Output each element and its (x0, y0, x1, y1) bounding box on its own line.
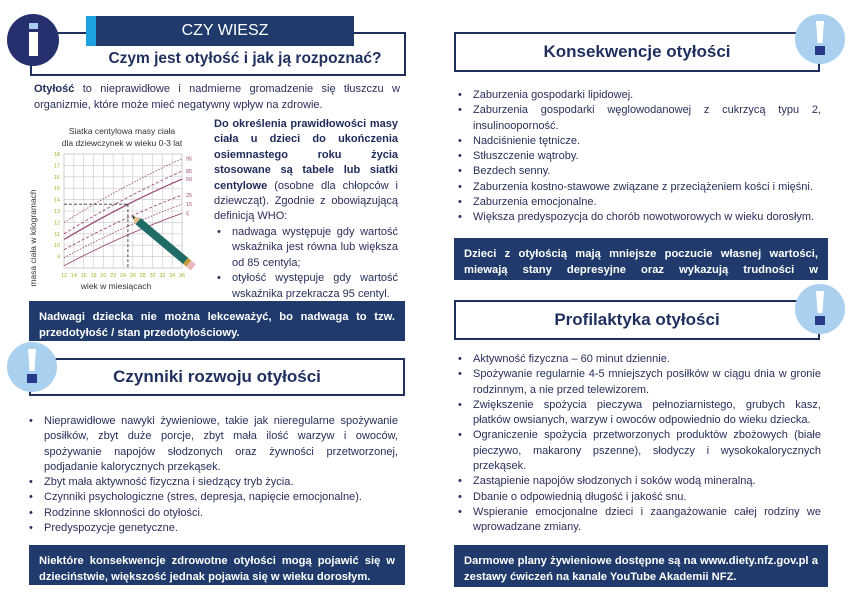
x-tick-label: 20 (100, 273, 107, 279)
series-label: 15 (186, 202, 193, 209)
list-item: • Bezdech senny. (455, 164, 821, 179)
intro-bold: Otyłość (34, 83, 75, 95)
list-item: • Spożywanie regularnie 4-5 mniejszych posiłków w ciągu dnia w gronie rodzinnym, a nie przed telewizorem. (455, 367, 821, 398)
y-tick-label: 17 (53, 163, 60, 170)
section-title: Konsekwencje otyłości (543, 42, 731, 61)
x-tick-label: 32 (159, 273, 166, 279)
list-item: • Zastąpienie napojów słodzonych i soków wodą mineralną. (455, 474, 821, 489)
section-title: Czynniki rozwoju otyłości (113, 367, 321, 386)
list-item: • Zbyt mała aktywność fizyczna i siedzący tryb życia. (26, 475, 398, 490)
list-item: • Zaburzenia kostno-stawowe związane z przeciążeniem kości i mięśni. (455, 180, 821, 195)
centile-description (214, 117, 398, 225)
profilaktyka-header (454, 300, 820, 340)
profilaktyka-list (455, 352, 821, 536)
list-item: • Ograniczenie spożycia przetworzonych produktów zbożowych (białe pieczywo, makarony pszenne), słodyczy i wysokokalorycznych przekąsek. (455, 428, 821, 474)
list-item: • Stłuszczenie wątroby. (455, 149, 821, 164)
connector-line (30, 74, 406, 76)
intro-text: to nieprawidłowe i nadmierne gromadzenie się tłuszczu w organizmie, które może mieć negatywny wpływ na zdrowie. (34, 83, 400, 111)
series-label: 25 (186, 193, 193, 200)
x-tick-label: 14 (70, 273, 77, 279)
nfz-resources-note: Darmowe plany żywieniowe dostępne są na www.diety.nfz.gov.pl a zestawy ćwiczeń na kanale YouTube Akademii NFZ. (454, 545, 828, 587)
list-item: • otyłość występuje gdy wartość wskaźnika przekracza 95 centyl. (214, 271, 398, 302)
exclamation-icon (795, 14, 845, 64)
x-tick-label: 24 (119, 273, 127, 279)
x-tick-label: 34 (169, 273, 176, 279)
x-tick-label: 26 (129, 273, 136, 279)
y-tick-label: 18 (53, 152, 60, 158)
connector-line (350, 32, 406, 34)
series-label: 85 (186, 169, 193, 176)
y-tick-label: 11 (54, 231, 60, 238)
chart-ylabel: masa ciała w kilogramach (28, 189, 38, 287)
banner-accent (86, 16, 96, 46)
list-item: • Czynniki psychologiczne (stres, depresja, napięcie emocjonalne). (26, 490, 398, 505)
list-item: • Predyspozycje genetyczne. (26, 521, 398, 536)
x-tick-label: 16 (80, 273, 87, 279)
czy-wiesz-banner (86, 16, 354, 46)
series-label: 95 (186, 156, 193, 163)
list-item: • Rodzinne skłonności do otyłości. (26, 506, 398, 521)
list-item: • Zwiększenie spożycia pieczywa pełnoziarnistego, grubych kasz, płatków owsianych, warzyw i owoców odpowiednio do wieku dziecka. (455, 398, 821, 429)
y-tick-label: 12 (53, 220, 60, 227)
list-item: • Wspieranie emocjonalne dzieci i zaangażowanie całej rodziny we wprowadzane zmiany. (455, 505, 821, 536)
overweight-note: Nadwagi dziecka nie można lekceważyć, bo nadwaga to tzw. przedotyłość / stan przedotyłościowy. (29, 301, 405, 341)
y-tick-label: 16 (53, 174, 60, 181)
exclamation-icon (7, 342, 57, 392)
list-item: • Większa predyspozycja do chorób nowotworowych w wieku dorosłym. (455, 210, 821, 225)
y-tick-label: 14 (53, 197, 60, 204)
list-item: • Nieprawidłowe nawyki żywieniowe, takie jak nieregularne spożywanie posiłków, zbyt duże porcje, zbyt mała ilość warzyw i owoców, spożywanie napojów słodzonych oraz żywności przetworzonej, podjadanie kalorycznych przekąsek. (26, 414, 398, 475)
konsekwencje-header (454, 32, 820, 72)
chart-subtitle: dla dziewczynek w wieku 0-3 lat (61, 138, 183, 148)
self-esteem-note: Dzieci z otyłością mają mniejsze poczucie własnej wartości, miewają stany depresyjne oraz wykazują trudności w nawiązywaniu kontaktów. (454, 238, 828, 280)
centile-chart (22, 118, 212, 296)
info-icon (7, 14, 59, 66)
section-title: Profilaktyka otyłości (554, 310, 720, 329)
list-item: • Dbanie o odpowiednią długość i jakość snu. (455, 490, 821, 505)
section-title: Czym jest otyłość i jak ją rozpoznać? (108, 50, 382, 67)
centile-text: (osobne dla chłopców i dziewcząt). Zgodnie z obowiązującą definicją WHO: (214, 179, 398, 223)
list-item: • Nadciśnienie tętnicze. (455, 134, 821, 149)
czynniki-header (29, 358, 405, 396)
banner-label: CZY WIESZ (181, 22, 269, 39)
x-tick-label: 22 (110, 273, 117, 279)
series-label: 50 (186, 177, 193, 184)
list-item: • Zaburzenia gospodarki lipidowej. (455, 88, 821, 103)
intro-paragraph (34, 82, 400, 113)
x-tick-label: 36 (178, 273, 186, 279)
x-tick-label: 18 (90, 273, 97, 279)
exclamation-icon (795, 284, 845, 334)
x-tick-label: 30 (149, 273, 156, 279)
centile-bold: Do określenia prawidłowości masy ciała u dzieci do ukończenia osiemnastego roku życia stosowane są tabele lub siatki centylowe (214, 118, 398, 192)
y-tick-label: 15 (53, 186, 60, 193)
chart-title: Siatka centylowa masy ciała (68, 126, 176, 136)
x-tick-label: 12 (60, 273, 68, 279)
czynniki-list (26, 414, 398, 536)
list-item: • Zaburzenia gospodarki węglowodanowej z cukrzycą typu 2, insulinooporność. (455, 103, 821, 134)
y-tick-label: 10 (53, 243, 60, 250)
list-item: • nadwaga występuje gdy wartość wskaźnika jest równa lub większa od 85 centyla; (214, 225, 398, 271)
consequences-note: Niektóre konsekwencje zdrowotne otyłości mogą pojawić się w dzieciństwie, większość jednak pojawia się w wieku dorosłym. (29, 545, 405, 585)
chart-xlabel: wiek w miesiącach (80, 281, 152, 291)
who-definition-list (214, 225, 398, 302)
y-tick-label: 13 (53, 209, 60, 215)
konsekwencje-list (455, 88, 821, 226)
y-tick-label: 9 (56, 254, 60, 261)
x-tick-label: 28 (139, 273, 146, 279)
connector-line (58, 32, 88, 34)
list-item: • Zaburzenia emocjonalne. (455, 195, 821, 210)
connector-line (404, 32, 406, 76)
list-item: • Aktywność fizyczna – 60 minut dziennie. (455, 352, 821, 367)
series-label: 5 (186, 211, 190, 218)
